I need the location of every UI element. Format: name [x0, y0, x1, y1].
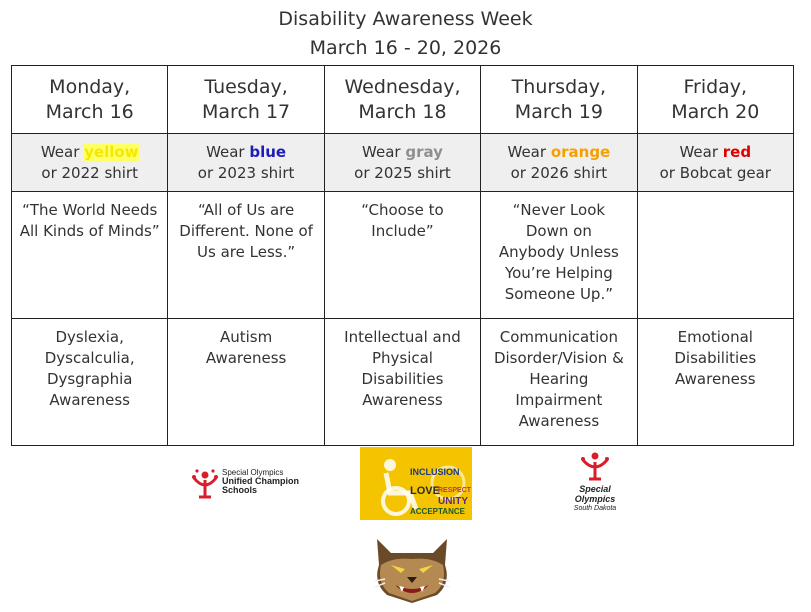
- special-olympics-south-dakota-logo: Special Olympics South Dakota: [560, 450, 630, 518]
- wear-cell: Wear blue or 2023 shirt: [168, 134, 324, 192]
- wear-color: yellow: [84, 142, 139, 161]
- quote-cell: “Choose to Include”: [324, 192, 480, 319]
- awareness-cell: Communication Disorder/Vision & Hearing Impairment Awareness: [481, 319, 637, 446]
- quote-row: [12, 192, 794, 319]
- day-header-cell: Friday, March 20: [637, 66, 793, 134]
- day-header-cell: Tuesday, March 17: [168, 66, 324, 134]
- day-header-cell: Monday, March 16: [12, 66, 168, 134]
- day-header-cell: Wednesday, March 18: [324, 66, 480, 134]
- inclusion-logo: INCLUSION LOVE RESPECT UNITY ACCEPTANCE: [360, 447, 472, 520]
- special-olympics-icon: [190, 466, 220, 500]
- wear-cell: Wear red or Bobcat gear: [637, 134, 793, 192]
- awareness-cell: Autism Awareness: [168, 319, 324, 446]
- day-header-row: [12, 66, 794, 134]
- wear-color: gray: [405, 142, 443, 161]
- quote-cell: “The World Needs All Kinds of Minds”: [12, 192, 168, 319]
- wear-cell: Wear yellow or 2022 shirt: [12, 134, 168, 192]
- bobcat-mascot-icon: [371, 535, 453, 605]
- unified-champion-schools-logo: Special Olympics Unified Champion Schools: [190, 466, 310, 500]
- awareness-cell: Intellectual and Physical Disabilities Awareness: [324, 319, 480, 446]
- wear-cell: Wear gray or 2025 shirt: [324, 134, 480, 192]
- quote-cell: “Never Look Down on Anybody Unless You’re Helping Someone Up.”: [481, 192, 637, 319]
- page-title: Disability Awareness Week: [278, 8, 533, 30]
- awareness-cell: Dyslexia, Dyscalculia, Dysgraphia Awareness: [12, 319, 168, 446]
- schedule-table: [11, 65, 794, 446]
- wear-row: [12, 134, 794, 192]
- quote-cell: [637, 192, 793, 319]
- special-olympics-icon: [560, 450, 630, 484]
- wear-color: orange: [550, 142, 611, 161]
- awareness-cell: Emotional Disabilities Awareness: [637, 319, 793, 446]
- page-dates: March 16 - 20, 2026: [309, 37, 502, 59]
- quote-cell: “All of Us are Different. None of Us are Less.”: [168, 192, 324, 319]
- day-header-cell: Thursday, March 19: [481, 66, 637, 134]
- wear-cell: Wear orange or 2026 shirt: [481, 134, 637, 192]
- wear-color: blue: [249, 142, 287, 161]
- wear-color: red: [722, 142, 752, 161]
- awareness-row: [12, 319, 794, 446]
